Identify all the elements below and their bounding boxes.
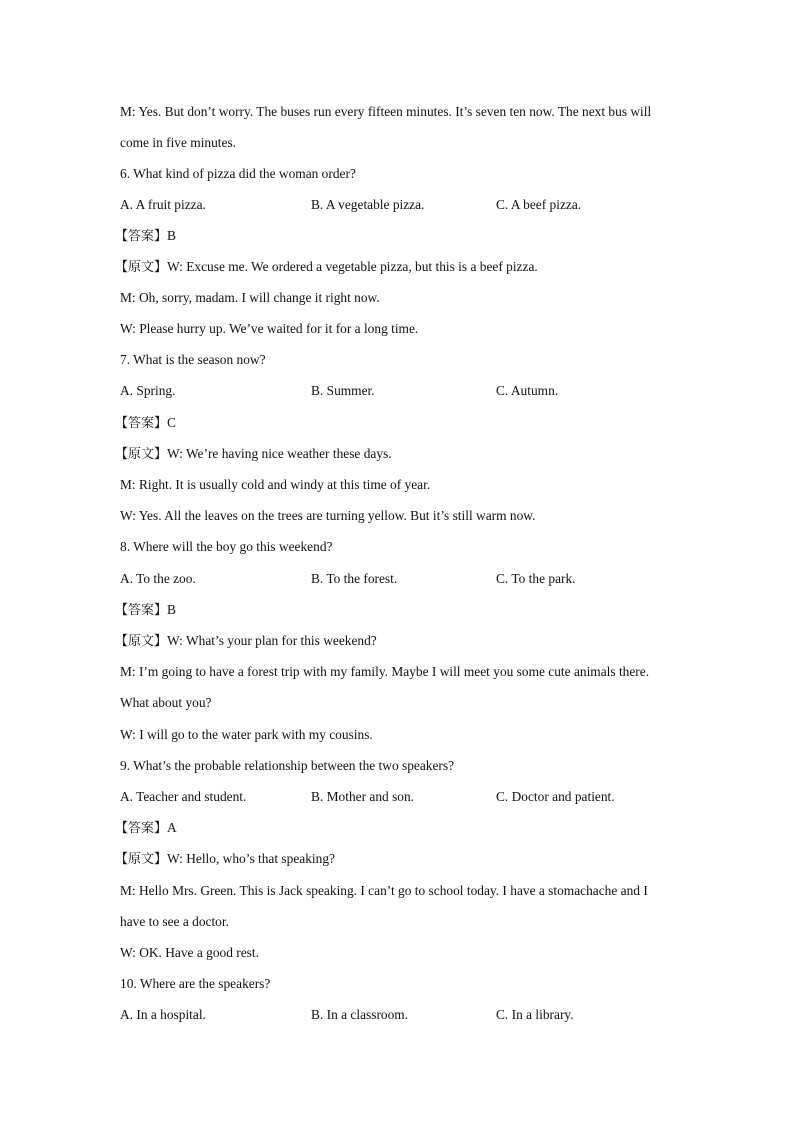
transcript-8 (115, 633, 675, 650)
answer-8 (115, 602, 675, 619)
transcript-tag: 【原文】 (115, 447, 168, 462)
question-9: 9. What’s the probable relationship between the two speakers? (120, 758, 455, 773)
question-10: 10. Where are the speakers? (120, 976, 271, 991)
answer-value: B (167, 228, 176, 243)
option-9b: B. Mother and son. (311, 789, 415, 804)
transcript-7 (115, 446, 675, 463)
transcript-line: M: Hello Mrs. Green. This is Jack speaking. I can’t go to school today. I have a stomachache and I (120, 883, 648, 898)
transcript-line: W: Excuse me. We ordered a vegetable pizza, but this is a beef pizza. (167, 259, 538, 274)
option-8a: A. To the zoo. (120, 571, 196, 586)
option-7c: C. Autumn. (496, 383, 559, 398)
transcript-tag: 【原文】 (115, 260, 168, 275)
answer-tag: 【答案】 (115, 603, 168, 618)
transcript-line: W: Please hurry up. We’ve waited for it for a long time. (120, 321, 419, 336)
transcript-6 (115, 259, 675, 276)
transcript-line: W: We’re having nice weather these days. (167, 446, 392, 461)
option-9a: A. Teacher and student. (120, 789, 247, 804)
transcript-tag: 【原文】 (115, 634, 168, 649)
option-8b: B. To the forest. (311, 571, 398, 586)
option-7a: A. Spring. (120, 383, 176, 398)
option-10a: A. In a hospital. (120, 1007, 206, 1022)
option-10b: B. In a classroom. (311, 1007, 409, 1022)
option-6a: A. A fruit pizza. (120, 197, 206, 212)
transcript-line: W: Yes. All the leaves on the trees are turning yellow. But it’s still warm now. (120, 508, 536, 523)
option-7b: B. Summer. (311, 383, 375, 398)
question-6: 6. What kind of pizza did the woman order? (120, 166, 356, 181)
answer-value: A (167, 820, 177, 835)
transcript-line: M: I’m going to have a forest trip with my family. Maybe I will meet you some cute animals there. (120, 664, 650, 679)
answer-6 (115, 228, 675, 245)
option-6b: B. A vegetable pizza. (311, 197, 425, 212)
option-8c: C. To the park. (496, 571, 576, 586)
answer-value: B (167, 602, 176, 617)
question-7: 7. What is the season now? (120, 352, 266, 367)
answer-tag: 【答案】 (115, 229, 168, 244)
question-8: 8. Where will the boy go this weekend? (120, 539, 333, 554)
transcript-line: What about you? (120, 695, 212, 710)
option-9c: C. Doctor and patient. (496, 789, 615, 804)
transcript-line: W: I will go to the water park with my cousins. (120, 727, 373, 742)
transcript-line: have to see a doctor. (120, 914, 229, 929)
transcript-line: W: What’s your plan for this weekend? (167, 633, 377, 648)
answer-tag: 【答案】 (115, 821, 168, 836)
answer-9 (115, 820, 675, 837)
transcript-line: M: Oh, sorry, madam. I will change it right now. (120, 290, 380, 305)
transcript-tag: 【原文】 (115, 852, 168, 867)
transcript-line: M: Right. It is usually cold and windy at this time of year. (120, 477, 431, 492)
answer-value: C (167, 415, 176, 430)
dialogue-line: M: Yes. But don’t worry. The buses run every fifteen minutes. It’s seven ten now. The next bus will (120, 104, 652, 119)
transcript-line: W: Hello, who’s that speaking? (167, 851, 335, 866)
answer-tag: 【答案】 (115, 416, 168, 431)
transcript-9 (115, 851, 675, 868)
answer-7 (115, 415, 675, 432)
transcript-line: W: OK. Have a good rest. (120, 945, 259, 960)
option-6c: C. A beef pizza. (496, 197, 582, 212)
dialogue-line: come in five minutes. (120, 135, 237, 150)
option-10c: C. In a library. (496, 1007, 574, 1022)
